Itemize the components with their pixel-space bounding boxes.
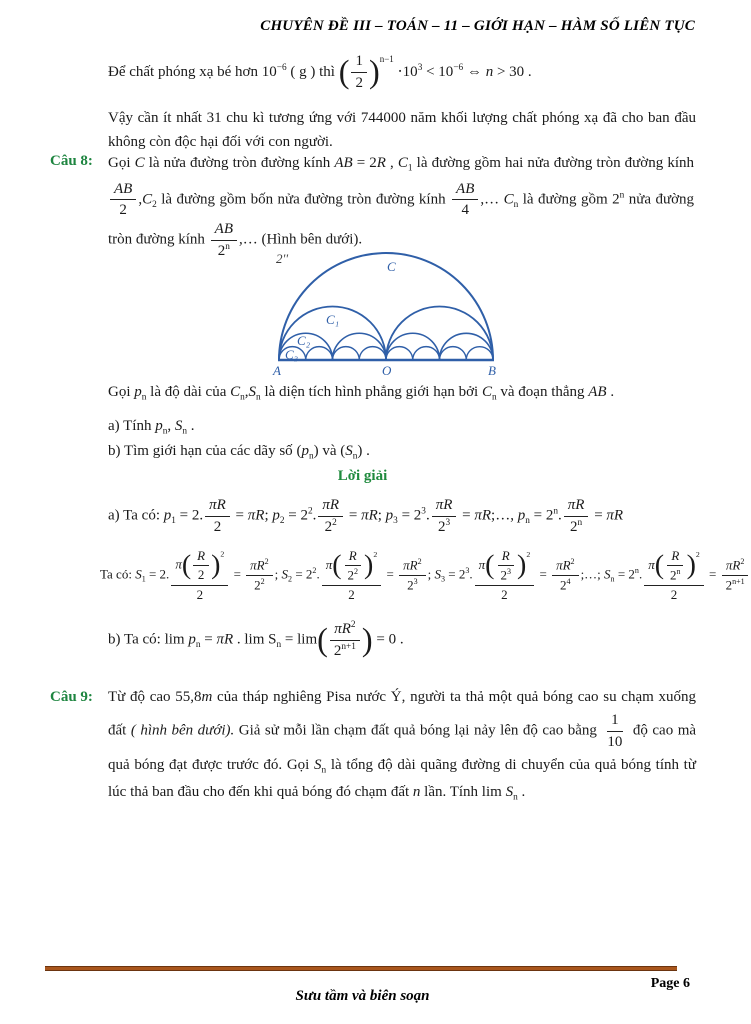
solution-line-p: a) Ta có: $p_1 = 2$. $\frac{\pi R}{2}$ = πR; $p_2 = 2^2$. $\frac{\pi R}{2^2}$ = πR; $p_3 = 2^3$. $\frac{\pi R}{2^3}$ = πR;…, $p_n = 2^n$. $\frac{\pi R}{2^n}$ = πR bbox=[108, 497, 624, 535]
question-8-label: Câu 8: bbox=[50, 153, 93, 169]
figure-label-c: C bbox=[387, 259, 396, 274]
page-number: Page 6 bbox=[650, 976, 690, 991]
solution-heading: Lời giải bbox=[337, 468, 388, 484]
figure-label-a: A bbox=[273, 363, 281, 378]
question-8-part-a: a) Tính $p_n$, $S_n$ . bbox=[108, 418, 195, 437]
footer-credit: Sưu tầm và biên soạn bbox=[295, 988, 430, 1004]
figure-exp-label: 2'' bbox=[276, 251, 289, 266]
semicircles-figure bbox=[264, 248, 528, 386]
solution-line-s: Ta có: $S_1 = 2$. π( $\frac{R}{2}$ )$^2$ 2 = $\frac{\pi R^2}{2^2}$ ; $S_2 = 2^2$. π( $\frac{R}{2^2}$ )$^2$ 2 = $\frac{\pi R^2}{2^3}$ ; $S_3 = 2^3$. π( $\frac{R}{2^3}$ )$^2$ 2 = $\frac{\pi R^2}{2^4}$ ;…; $S_n = 2^n$. π( $\frac{R}{2^n}$ )$^2$ 2 = $\frac{\pi R^2}{2^{n+1}}$ bbox=[100, 548, 720, 603]
intro-formula-line: Để chất phóng xạ bé hơn $10^{-6}$ ( g ) thì ( $\frac{1}{2}$ )$^{n-1} \cdot 10^3 < 10^{-6}$ ⇔ n > 30 . bbox=[108, 53, 532, 91]
question-9-statement: Từ độ cao 55,8m của tháp nghiêng Pisa nước Ý, người ta thả một quả bóng cao su chạm xuống đất ( hình bên dưới). Giả sử mỗi lần chạm đất quả bóng lại nảy lên độ cao bằng $\frac{1}{10}$ độ cao mà quả bóng đạt được trước đó. Gọi $S_n$ là tổng độ dài quãng đường di chuyển của quả bóng tính từ lúc thả ban đầu cho đến khi quả bóng đó chạm đất n lần. Tính $\lim S_n$ . bbox=[108, 689, 697, 802]
page-header-title: CHUYÊN ĐỀ III – TOÁN – 11 – GIỚI HẠN – HÀM SỐ LIÊN TỤC bbox=[260, 18, 695, 34]
figure-label-b: B bbox=[488, 363, 496, 378]
semicircle-c bbox=[279, 253, 493, 360]
solution-line-lim: b) Ta có: $\lim p_n = \pi R$ . $\lim S_n = \lim$( $\frac{\pi R^2}{2^{n+1}}$ ) = 0 . bbox=[108, 620, 404, 659]
question-8-statement: Gọi C là nửa đường tròn đường kính AB = 2R , $C_1$ là đường gồm hai nửa đường tròn đường kính $\frac{AB}{2}$ $,C_2$ là đường gồm bốn nửa đường tròn đường kính $\frac{AB}{4}$ ,… $C_n$ là đường gồm 2$^n$ nửa đường tròn đường kính $\frac{AB}{2^n}$ ,… (Hình bên dưới). bbox=[108, 155, 695, 259]
intro-conclusion-text: Vậy cần ít nhất 31 chu kì tương ứng với 744000 năm khối lượng chất phóng xạ đã cho ban đầu không còn độc hại đối với con người. bbox=[108, 110, 696, 150]
question-9-label: Câu 9: bbox=[50, 689, 93, 705]
figure-label-c3: C₃ bbox=[285, 347, 299, 362]
figure-label-c1: C₁ bbox=[326, 312, 340, 327]
footer-rule bbox=[45, 966, 677, 971]
semicircles-figure-svg bbox=[264, 248, 528, 386]
figure-label-o: O bbox=[382, 363, 392, 378]
question-8-given: Gọi $p_n$ là độ dài của $C_n,S_n$ là diện tích hình phẳng giới hạn bởi $C_n$ và đoạn thẳng AB . bbox=[108, 384, 615, 403]
figure-label-c2: C₂ bbox=[297, 333, 311, 348]
question-8-part-b: b) Tìm giới hạn của các dãy số $(p_n)$ và $(S_n)$ . bbox=[108, 443, 370, 462]
